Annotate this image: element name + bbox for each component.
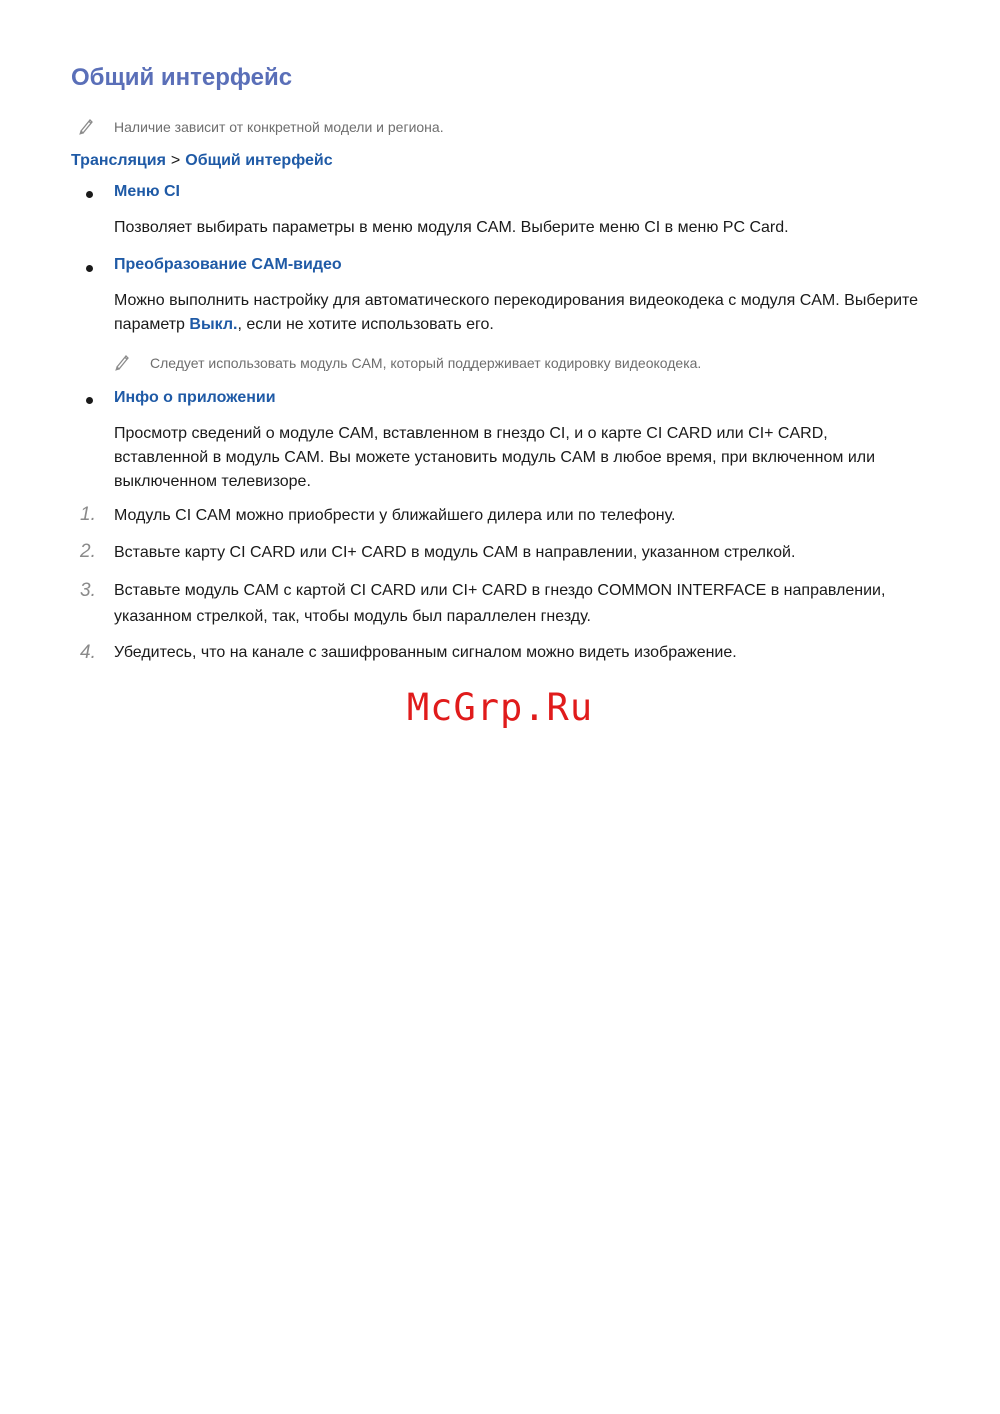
item-text-cam-video-start: Можно выполнить настройку для автоматического перекодирования видеокодека с модуля CAM. Выберите параметр <box>114 292 919 333</box>
breadcrumb-first[interactable]: Трансляция <box>71 152 166 169</box>
item-title-ci-menu[interactable]: Меню CI <box>114 183 180 200</box>
item-text-app-info: Просмотр сведений о модуле CAM, вставленном в гнездо CI, и о карте CI CARD или CI+ CARD, вставленной в модуль CAM. Вы можете установить модуль CAM в любое время, при включенном или выключенном телевизоре. <box>114 425 876 490</box>
breadcrumb <box>71 152 333 170</box>
cam-video-note-text: Следует использовать модуль CAM, который поддерживает кодировку видеокодека. <box>150 355 702 371</box>
availability-note-text: Наличие зависит от конкретной модели и региона. <box>114 119 444 135</box>
item-title-app-info[interactable]: Инфо о приложении <box>114 389 276 406</box>
option-off-link[interactable]: Выкл. <box>189 316 238 333</box>
step-number: 1. <box>80 504 96 525</box>
bullet-dot <box>86 397 93 404</box>
breadcrumb-separator: > <box>170 152 181 169</box>
pencil-icon <box>78 117 94 135</box>
bullet-dot <box>86 191 93 198</box>
step-number: 3. <box>80 580 96 601</box>
item-text-cam-video-end: , если не хотите использовать его. <box>237 316 494 333</box>
item-title-cam-video[interactable]: Преобразование CAM-видео <box>114 256 342 273</box>
step-number: 2. <box>80 541 96 562</box>
pencil-icon <box>114 353 130 371</box>
step-text: Модуль CI CAM можно приобрести у ближайшего дилера или по телефону. <box>114 507 676 524</box>
availability-note <box>114 119 444 135</box>
item-text-cam-video <box>114 289 924 337</box>
item-text-ci-menu: Позволяет выбирать параметры в меню модуля CAM. Выберите меню CI в меню PC Card. <box>114 219 789 236</box>
step-text: Вставьте модуль CAM с картой CI CARD или CI+ CARD в гнездо COMMON INTERFACE в направлении, указанном стрелкой, так, чтобы модуль был параллелен гнезду. <box>114 582 886 625</box>
page-title: Общий интерфейс <box>71 64 293 91</box>
watermark: McGrp.Ru <box>406 686 594 729</box>
step-text: Вставьте карту CI CARD или CI+ CARD в модуль CAM в направлении, указанном стрелкой. <box>114 544 796 561</box>
step-text: Убедитесь, что на канале с зашифрованным сигналом можно видеть изображение. <box>114 644 737 661</box>
step-number: 4. <box>80 642 96 663</box>
cam-video-note <box>150 355 701 371</box>
bullet-dot <box>86 265 93 272</box>
breadcrumb-second[interactable]: Общий интерфейс <box>185 152 333 169</box>
